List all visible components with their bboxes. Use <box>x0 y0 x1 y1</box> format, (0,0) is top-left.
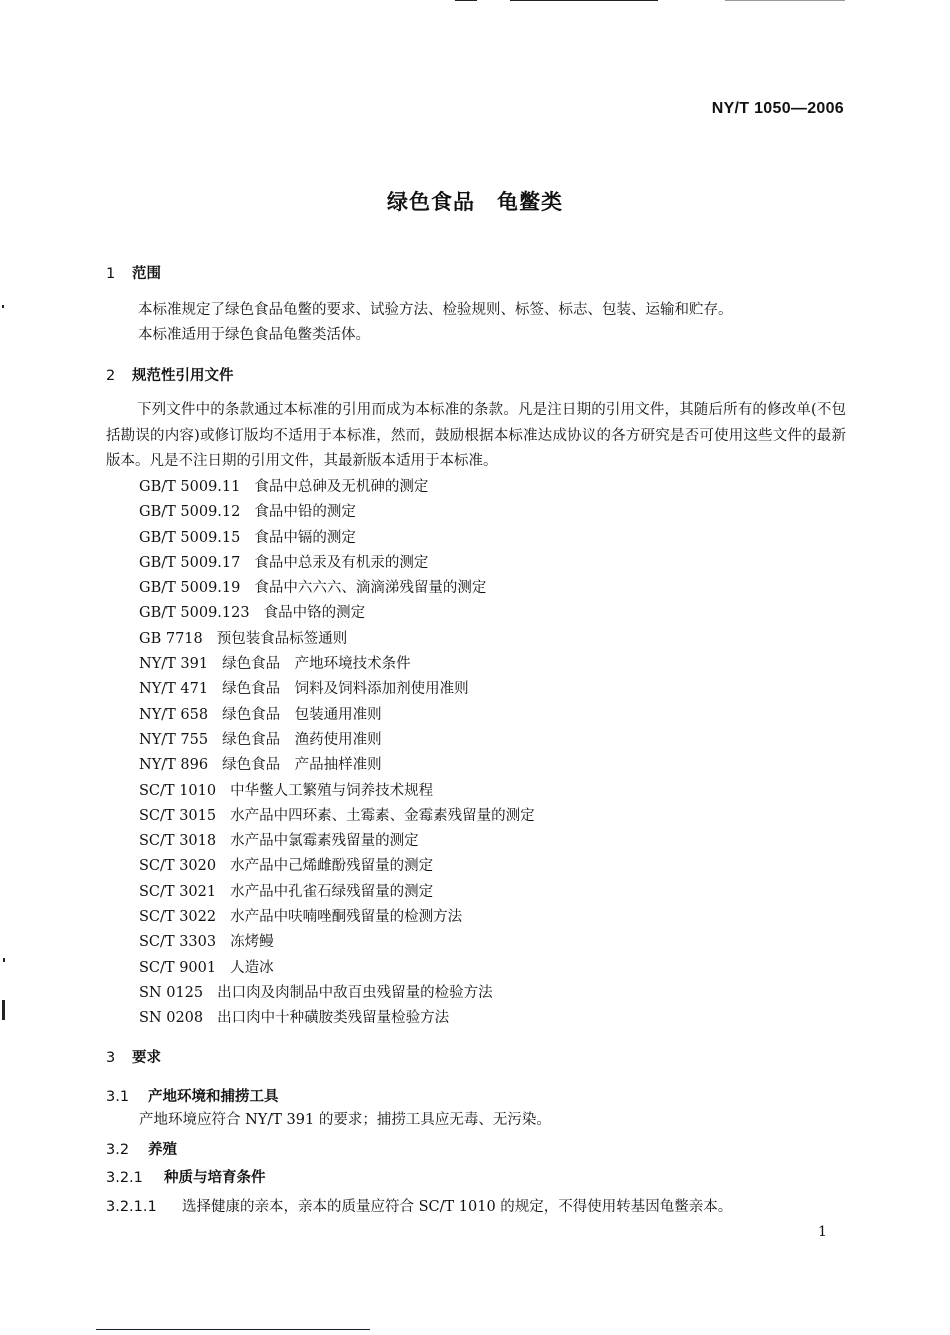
reference-title: 食品中铬的测定 <box>263 605 366 622</box>
standard-number: NY/T 1050—2006 <box>711 100 844 117</box>
reference-title: 出口肉中十种磺胺类残留量检验方法 <box>217 1010 450 1027</box>
reference-title: 食品中总汞及有机汞的测定 <box>254 554 429 571</box>
reference-title: 食品中总砷及无机砷的测定 <box>254 479 429 495</box>
reference-item <box>139 981 535 1006</box>
reference-title: 绿色食品 产品抽样准则 <box>222 757 382 774</box>
reference-item <box>139 779 535 804</box>
section-3-2-1-1-clause <box>106 1195 732 1216</box>
scan-speck <box>2 1000 5 1020</box>
reference-code: SC/T 3021 <box>139 883 217 900</box>
reference-code: NY/T 658 <box>139 706 209 723</box>
reference-title: 水产品中孔雀石绿残留量的测定 <box>230 883 434 900</box>
reference-title: 绿色食品 饲料及饲料添加剂使用准则 <box>222 681 469 698</box>
reference-title: 水产品中氯霉素残留量的测定 <box>230 833 419 850</box>
reference-title: 出口肉及肉制品中敌百虫残留量的检验方法 <box>217 984 493 1001</box>
reference-item <box>139 526 535 551</box>
reference-item <box>139 905 535 930</box>
reference-title: 预包装食品标签通则 <box>216 630 348 647</box>
section-number: 3.2.1.1 <box>106 1199 157 1215</box>
reference-code: SN 0208 <box>139 1010 204 1027</box>
reference-title: 冻烤鳗 <box>230 934 274 951</box>
reference-code: SC/T 3015 <box>139 807 217 824</box>
reference-title: 中华鳖人工繁殖与饲养技术规程 <box>230 782 434 799</box>
section-number: 1 <box>106 266 116 282</box>
reference-code: SC/T 9001 <box>139 959 217 976</box>
section-1-line-2: 本标准适用于绿色食品龟鳖类活体。 <box>138 327 370 343</box>
section-number: 3.1 <box>106 1089 130 1105</box>
section-number: 2 <box>106 368 116 384</box>
reference-code: GB/T 5009.11 <box>139 479 241 495</box>
section-title: 种质与培育条件 <box>164 1170 266 1186</box>
section-3-2-heading <box>106 1138 177 1159</box>
reference-item <box>139 652 535 677</box>
reference-code: SC/T 1010 <box>139 782 217 799</box>
reference-item <box>139 475 535 500</box>
reference-item <box>139 601 535 626</box>
reference-code: NY/T 391 <box>139 656 209 673</box>
reference-item <box>139 677 535 702</box>
reference-code: SC/T 3020 <box>139 858 217 875</box>
scan-mark-top <box>455 0 477 1</box>
section-2-heading <box>106 364 234 385</box>
reference-code: GB 7718 <box>139 630 203 647</box>
reference-title: 水产品中四环素、土霉素、金霉素残留量的测定 <box>230 807 535 824</box>
section-3-2-1-heading <box>106 1166 266 1187</box>
reference-code: NY/T 896 <box>139 757 209 774</box>
reference-item <box>139 500 535 525</box>
scan-speck <box>3 958 5 962</box>
document-title: 绿色食品 龟鳖类 <box>387 190 563 214</box>
section-number: 3.2 <box>106 1142 130 1158</box>
reference-title: 绿色食品 产地环境技术条件 <box>222 656 411 673</box>
section-2-intro: 下列文件中的条款通过本标准的引用而成为本标准的条款。凡是注日期的引用文件，其随后所有的修改单(不包括勘误的内容)或修订版均不适用于本标准，然而，鼓励根据本标准达成协议的各方研究是否可使用这些文件的最新版本。凡是不注日期的引用文件，其最新版本适用于本标准。 <box>106 402 846 469</box>
reference-code: SN 0125 <box>139 984 204 1001</box>
reference-item <box>139 804 535 829</box>
reference-item <box>139 956 535 981</box>
reference-item <box>139 753 535 778</box>
reference-code: SC/T 3303 <box>139 934 217 951</box>
reference-title: 水产品中己烯雌酚残留量的测定 <box>230 858 434 875</box>
reference-title: 食品中镉的测定 <box>254 529 356 546</box>
reference-title: 食品中铅的测定 <box>254 504 356 521</box>
reference-code: SC/T 3018 <box>139 833 217 850</box>
section-3-heading <box>106 1046 161 1067</box>
section-1-line-1: 本标准规定了绿色食品龟鳖的要求、试验方法、检验规则、标签、标志、包装、运输和贮存。 <box>138 302 733 318</box>
reference-code: GB/T 5009.19 <box>139 580 241 597</box>
clause-text: 选择健康的亲本，亲本的质量应符合 SC/T 1010 的规定，不得使用转基因龟鳖亲本。 <box>182 1199 733 1215</box>
reference-item <box>139 829 535 854</box>
reference-item <box>139 551 535 576</box>
section-title: 范围 <box>132 266 161 282</box>
reference-item <box>139 576 535 601</box>
reference-title: 人造冰 <box>230 959 274 976</box>
section-number: 3 <box>106 1050 116 1066</box>
section-title: 要求 <box>132 1050 161 1066</box>
reference-code: SC/T 3022 <box>139 909 217 926</box>
reference-title: 水产品中呋喃唑酮残留量的检测方法 <box>230 909 463 926</box>
reference-item <box>139 1006 535 1031</box>
section-number: 3.2.1 <box>106 1170 143 1186</box>
section-3-1-heading <box>106 1085 279 1106</box>
scan-speck <box>2 305 4 308</box>
reference-title: 绿色食品 渔药使用准则 <box>222 731 382 748</box>
reference-code: NY/T 755 <box>139 731 209 748</box>
scan-mark-top <box>510 0 658 1</box>
reference-title: 食品中六六六、滴滴涕残留量的测定 <box>254 580 487 597</box>
reference-code: GB/T 5009.123 <box>139 605 250 622</box>
section-1-heading <box>106 262 161 283</box>
scan-mark-top <box>725 0 845 1</box>
page-number: 1 <box>818 1224 827 1240</box>
section-title: 养殖 <box>148 1142 177 1158</box>
reference-code: NY/T 471 <box>139 681 209 698</box>
section-title: 产地环境和捕捞工具 <box>148 1089 279 1105</box>
reference-item <box>139 854 535 879</box>
reference-item <box>139 728 535 753</box>
section-3-1-text: 产地环境应符合 NY/T 391 的要求；捕捞工具应无毒、无污染。 <box>139 1112 551 1128</box>
scan-rule-bottom <box>96 1329 370 1330</box>
section-title: 规范性引用文件 <box>132 368 234 384</box>
reference-item <box>139 627 535 652</box>
reference-item <box>139 703 535 728</box>
reference-title: 绿色食品 包装通用准则 <box>222 706 382 723</box>
reference-code: GB/T 5009.12 <box>139 504 241 521</box>
normative-references-list <box>139 475 535 1032</box>
reference-code: GB/T 5009.15 <box>139 529 241 546</box>
reference-item <box>139 930 535 955</box>
reference-code: GB/T 5009.17 <box>139 554 241 571</box>
reference-item <box>139 880 535 905</box>
